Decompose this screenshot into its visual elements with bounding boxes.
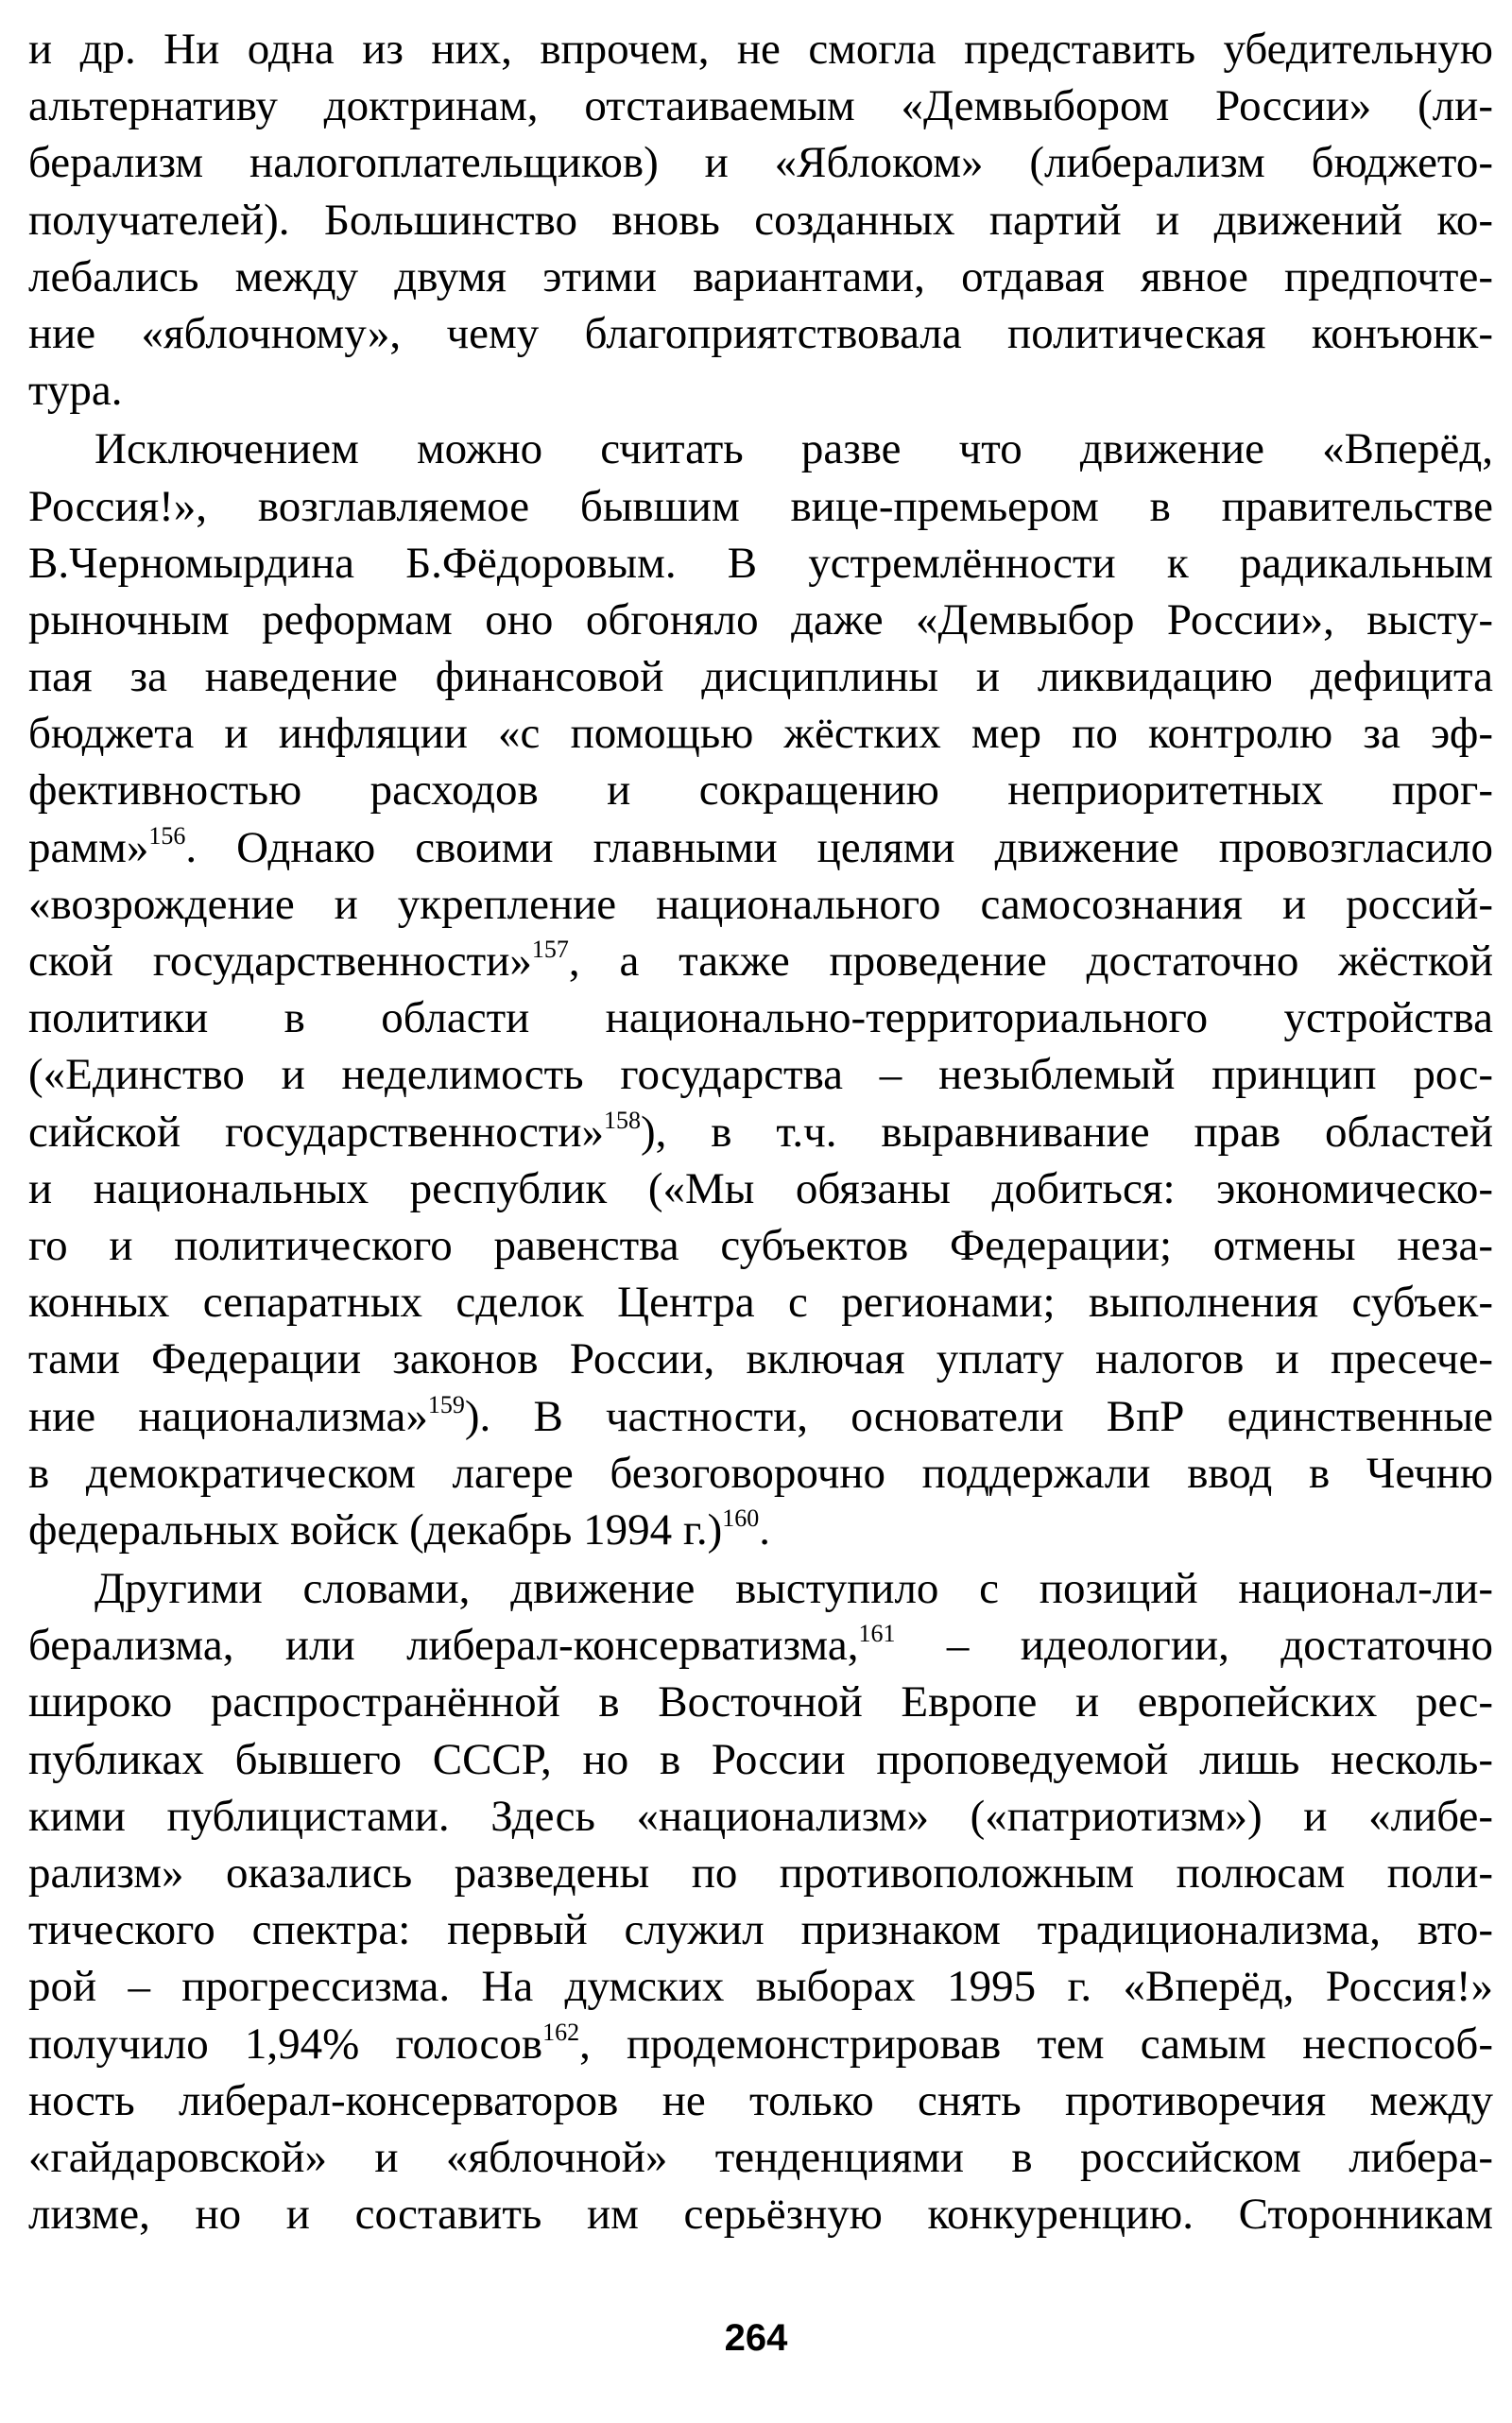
text-segment: ). В частности, основатели ВпР единственные xyxy=(464,1391,1494,1441)
text-line: тического спектра: первый служил признаком традиционализма, вто- xyxy=(28,1905,1493,1955)
text-line: берализм налогоплательщиков) и «Яблоком» (либерализм бюджето- xyxy=(28,138,1493,188)
text-line: Исключением можно считать разве что движение «Вперёд, xyxy=(94,424,1493,474)
text-segment: ние национализма» xyxy=(28,1391,428,1441)
footnote-ref-159: 159 xyxy=(427,1390,465,1418)
paragraph-2 xyxy=(28,421,1493,1558)
text-segment: ской государственности» xyxy=(28,937,532,986)
text-line: бюджета и инфляции «с помощью жёстких мер по контролю за эф- xyxy=(28,709,1493,759)
text-segment: получило 1,94% голосов xyxy=(28,2019,543,2069)
text-line: рыночным реформам оно обгоняло даже «Демвыбор России», высту- xyxy=(28,594,1493,644)
text-line: получателей). Большинство вновь созданных партий и движений ко- xyxy=(28,195,1493,245)
text-line: («Единство и неделимость государства – незыблемый принцип рос- xyxy=(28,1050,1493,1100)
text-line: рой – прогрессизма. На думских выборах 1995 г. «Вперёд, Россия!» xyxy=(28,1962,1493,2012)
text-segment: ), в т.ч. выравнивание прав областей xyxy=(641,1107,1493,1157)
text-line: Другими словами, движение выступило с позиций национал-ли- xyxy=(94,1564,1493,1614)
text-line: Россия!», возглавляемое бывшим вице-премьером в правительстве xyxy=(28,481,1493,531)
text-segment: . Однако своими главными целями движение провозгласило xyxy=(185,822,1493,872)
text-segment: рамм» xyxy=(28,822,149,872)
paragraph-3 xyxy=(28,1560,1493,2243)
text-line: рализм» оказались разведены по противоположным полюсам поли- xyxy=(28,1848,1493,1898)
footnote-ref-157: 157 xyxy=(531,936,569,963)
text-line xyxy=(28,2016,1493,2072)
text-line xyxy=(28,1388,1493,1445)
text-segment: , продемонстрировав тем самым неспособ- xyxy=(579,2019,1493,2069)
text-line: лебались между двумя этими вариантами, отдавая явное предпочте- xyxy=(28,251,1493,301)
text-line: го и политического равенства субъектов Федерации; отмены неза- xyxy=(28,1220,1493,1270)
text-segment: сийской государственности» xyxy=(28,1107,605,1157)
text-line: лизме, но и составить им серьёзную конкуренцию. Сторонникам xyxy=(28,2190,1493,2240)
text-line: тами Федерации законов России, включая уплату налогов и пресече- xyxy=(28,1334,1493,1384)
text-line: тура. xyxy=(28,366,123,416)
text-segment: , а также проведение достаточно жёсткой xyxy=(568,937,1494,986)
footnote-ref-156: 156 xyxy=(148,821,186,850)
text-line: ность либерал-консерваторов не только снять противоречия между xyxy=(28,2075,1493,2125)
text-line: «гайдаровской» и «яблочной» тенденциями в российском либера- xyxy=(28,2132,1493,2182)
footnote-ref-162: 162 xyxy=(542,2018,580,2046)
text-line: и др. Ни одна из них, впрочем, не смогла представить убедительную xyxy=(28,25,1493,74)
text-segment: федеральных войск (декабрь 1994 г.) xyxy=(28,1504,723,1555)
text-segment: . xyxy=(759,1504,770,1555)
text-line: кими публицистами. Здесь «национализм» («патриотизм») и «либе- xyxy=(28,1791,1493,1841)
text-line: фективностью расходов и сокращению неприоритетных прог- xyxy=(28,765,1493,816)
page-body xyxy=(28,21,1493,2243)
text-line: В.Черномырдина Б.Фёдоровым. В устремлённости к радикальным xyxy=(28,538,1493,588)
text-line: в демократическом лагере безоговорочно поддержали ввод в Чечню xyxy=(28,1448,1493,1498)
page-number: 264 xyxy=(724,2317,788,2359)
text-line: политики в области национально-территориального устройства xyxy=(28,993,1493,1043)
text-segment: берализма, или либерал-консерватизма, xyxy=(28,1621,859,1671)
footnote-ref-160: 160 xyxy=(722,1504,760,1532)
footnote-ref-158: 158 xyxy=(604,1106,642,1134)
text-line: публиках бывшего СССР, но в России проповедуемой лишь несколь- xyxy=(28,1734,1493,1784)
text-line: ние «яблочному», чему благоприятствовала политическая конъюнк- xyxy=(28,308,1493,358)
text-line: альтернативу доктринам, отстаиваемым «Демвыбором России» (ли- xyxy=(28,81,1493,131)
text-line xyxy=(28,933,1493,989)
text-line: «возрождение и укрепление национального самосознания и россий- xyxy=(28,879,1493,929)
text-line xyxy=(28,1502,1493,1558)
text-line: конных сепаратных сделок Центра с регионами; выполнения субъек- xyxy=(28,1278,1493,1328)
text-segment: – идеологии, достаточно xyxy=(895,1621,1493,1671)
text-line xyxy=(28,819,1493,876)
text-line xyxy=(28,1617,1493,1674)
text-line: и национальных республик («Мы обязаны добиться: экономическо- xyxy=(28,1163,1493,1213)
text-line: широко распространённой в Восточной Европе и европейских рес- xyxy=(28,1677,1493,1727)
paragraph-1 xyxy=(28,21,1493,419)
text-line: пая за наведение финансовой дисциплины и ликвидацию дефицита xyxy=(28,652,1493,702)
footnote-ref-161: 161 xyxy=(858,1620,896,1648)
text-line xyxy=(28,1104,1493,1160)
